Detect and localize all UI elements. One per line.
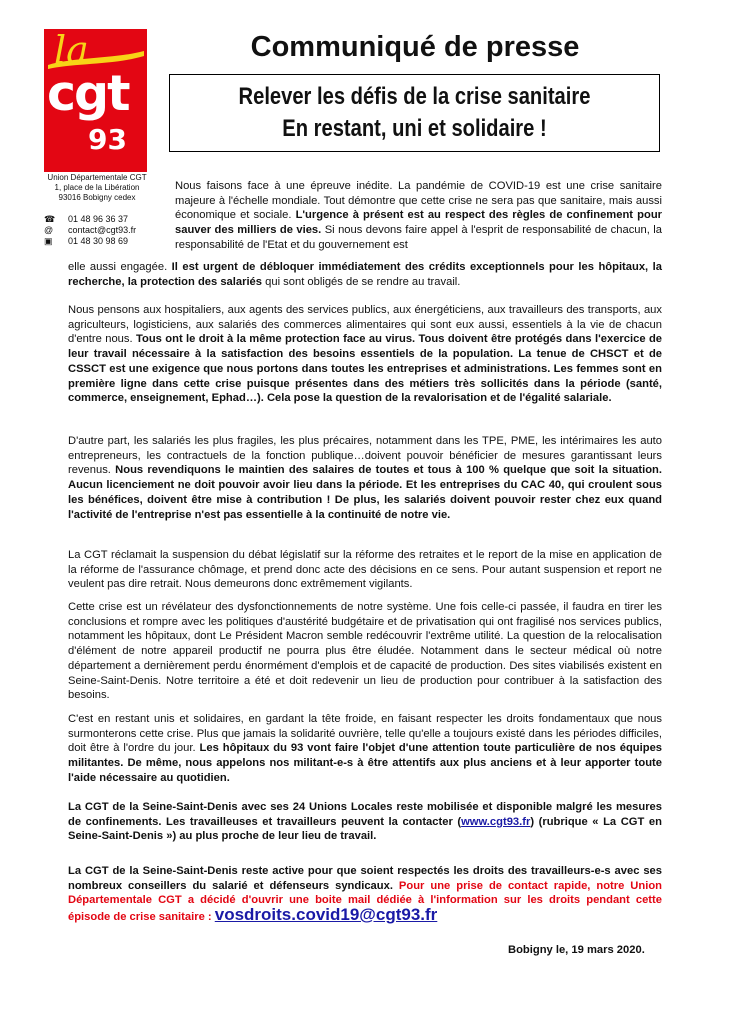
org-name: Union Départementale CGT — [47, 173, 147, 182]
p3-text-b: Nous revendiquons le maintien des salaires de toutes et tous à 100 % quelque que soit la situation. Aucun licenciement ne doit pouvoir avoir lieu dans la période. Et les entreprises du CAC 40, qui croulent sous les bénéfices, doivent être mise à contribution ! De plus, les salariés doivent pouvoir rester chez eux quand l'activité de l'entreprise n'est pas essentielle à la continuité de notre vie. — [68, 464, 662, 521]
contact-phone — [44, 214, 136, 225]
p8-text-red: Pour une prise de contact rapide, notre Union Départementale CGT a décidé d'ouvrir une boite mail dédiée à l'information sur les droits pendant cette épisode de crise sanitaire : — [68, 879, 662, 924]
org-city: 93016 Bobigny cedex — [58, 193, 136, 202]
p1-text-d: elle aussi engagée. — [68, 261, 172, 273]
page-title: Communiqué de presse — [250, 31, 580, 63]
phone-icon: ☎ — [44, 214, 56, 224]
p6-text-b: Les hôpitaux du 93 vont faire l'objet d'une attention toute particulière de nos équipes militantes. De même, nous appelons nos militant-e-s à être attentifs aux plus anciens et à leur apporter toute l'aide nécessaire au quotidien. — [68, 742, 663, 784]
website-link[interactable]: www.cgt93.fr — [461, 815, 531, 828]
p2-text-a: Nous pensons aux hospitaliers, aux agents des services publics, aux énergéticiens, aux travailleurs des transports, aux agriculteurs, logisticiens, aux salariés des commerces alimentaires qui sont eux aussi, essentiels à la vie de chacun d'entre nous. — [68, 304, 662, 346]
p8-text-a: La CGT de la Seine-Saint-Denis reste active pour que soient respectés les droits des travailleurs-e-s avec ses nombreux conseillers du salarié et défenseurs syndicaux. — [68, 865, 662, 892]
headline-line-2: En restant, uni et solidaire ! — [282, 115, 547, 142]
org-address — [40, 173, 154, 203]
email-address: contact@cgt93.fr — [68, 225, 137, 235]
at-icon: @ — [44, 225, 54, 235]
p7-text-b: ) (rubrique « La CGT en Seine-Saint-Denis ») au plus proche de leur lieu de travail. — [68, 815, 662, 843]
paragraph-8 — [68, 864, 662, 925]
covid-mail-link[interactable]: vosdroits.covid19@cgt93.fr — [214, 905, 438, 925]
org-street: 1, place de la Libération — [54, 183, 140, 192]
contact-email — [44, 225, 136, 236]
paragraph-1-indented — [175, 179, 662, 253]
paragraph-7 — [68, 800, 662, 844]
p7-text-a: La CGT de la Seine-Saint-Denis avec ses 24 Unions Locales reste mobilisée et disponible malgré les mesures de confinements. Les travailleuses et travailleurs peuvent la contacter ( — [68, 801, 662, 828]
p1-text-f: qui sont obligés de se rendre au travail. — [262, 275, 461, 288]
p1-text-c: Si nous devons faire appel à l'esprit de responsabilité de chacun, la responsabilité de l'Etat et du gouvernement est — [175, 224, 662, 251]
paragraph-6 — [68, 712, 662, 786]
signature-date: Bobigny le, 19 mars 2020. — [508, 944, 645, 956]
logo-la-text: la — [54, 29, 89, 72]
fax-number: 01 48 30 98 69 — [68, 236, 129, 246]
logo-93-text: 93 — [88, 123, 127, 156]
paragraph-3 — [68, 434, 662, 522]
p6-text-a: C'est en restant unis et solidaires, en gardant la tête froide, en faisant respecter les droits fondamentaux que nous surmonterons cette crise. Plus que jamais la solidarité ouvrière, telle qu'elle a toujours existé dans les périodes difficiles, doit être à l'ordre du jour. — [68, 713, 662, 755]
contact-fax — [44, 236, 136, 247]
p1-text-e: Il est urgent de débloquer immédiatement des crédits exceptionnels pour les hôpitaux, la recherche, la protection des salariés — [68, 261, 662, 288]
contact-list — [44, 214, 136, 247]
paragraph-5: Cette crise est un révélateur des dysfonctionnements de notre système. Une fois celle-ci passée, il faudra en tirer les conclusions et rompre avec les politiques d'austérité budgétaire et de privatisation qui ont fragilisé nos services publics, notamment les hôpitaux, dont Le Président Macron semble redécouvrir l'extrême utilité. La question de la relocalisation d'élément de notre appareil productif ne pourra plus être éludée. Notamment dans le secteur médical où notre département a dernièrement perdu énormément d'emplois et de capacité de production. Des sites viabilisés existent en Seine-Saint-Denis. Notre territoire a été et doit redevenir un lieu de production pour contribuer à la satisfaction des besoins. — [68, 601, 662, 702]
fax-icon: ▣ — [44, 236, 53, 246]
headline-line-1: Relever les défis de la crise sanitaire — [238, 83, 591, 110]
phone-number: 01 48 96 36 37 — [68, 214, 129, 224]
logo-cgt-text: cgt — [47, 65, 129, 122]
cgt-93-logo — [44, 29, 147, 172]
p2-text-b: Tous ont le droit à la même protection face au virus. Tous doivent être protégés dans l'exercice de leur travail nécessaire à la satisfaction des besoins essentiels de la population. La tenue de CHSCT et de CSSCT est une exigence que nous portons dans toutes les entreprises et administrations. Les femmes sont en première ligne dans cette crise puisque présentes dans des métiers très sollicités dans la période (santé, commerce, enseignement, Ephad…). Cela pose la question de la revalorisation et de l'égalité salariale. — [68, 333, 662, 405]
paragraph-4: La CGT réclamait la suspension du débat législatif sur la réforme des retraites et le report de la mise en application de la réforme de l'assurance chômage, et prend donc acte des décisions en ce sens. Pour autant suspension et report ne veulent pas dire retrait. Nous demeurons donc extrêmement vigilants. — [68, 549, 662, 591]
p1-text-b: L'urgence à présent est au respect des règles de confinement pour sauver des milliers de vies. — [175, 209, 663, 237]
headline-box — [169, 74, 660, 152]
paragraph-2 — [68, 303, 662, 406]
p3-text-a: D'autre part, les salariés les plus fragiles, les plus précaires, notamment dans les TPE, PME, les intérimaires les auto entrepreneurs, les contractuels de la fonction publique…doivent pouvoir bénéficier de mesures garantissant leurs revenus. — [68, 435, 662, 477]
paragraph-1-continued — [68, 260, 662, 289]
p1-text-a: Nous faisons face à une épreuve inédite. La pandémie de COVID-19 est une crise sanitaire majeure à l'échelle mondiale. Tout démontre que cette crise ne sera pas que sanitaire, mais aussi économique et sociale. — [175, 180, 662, 222]
